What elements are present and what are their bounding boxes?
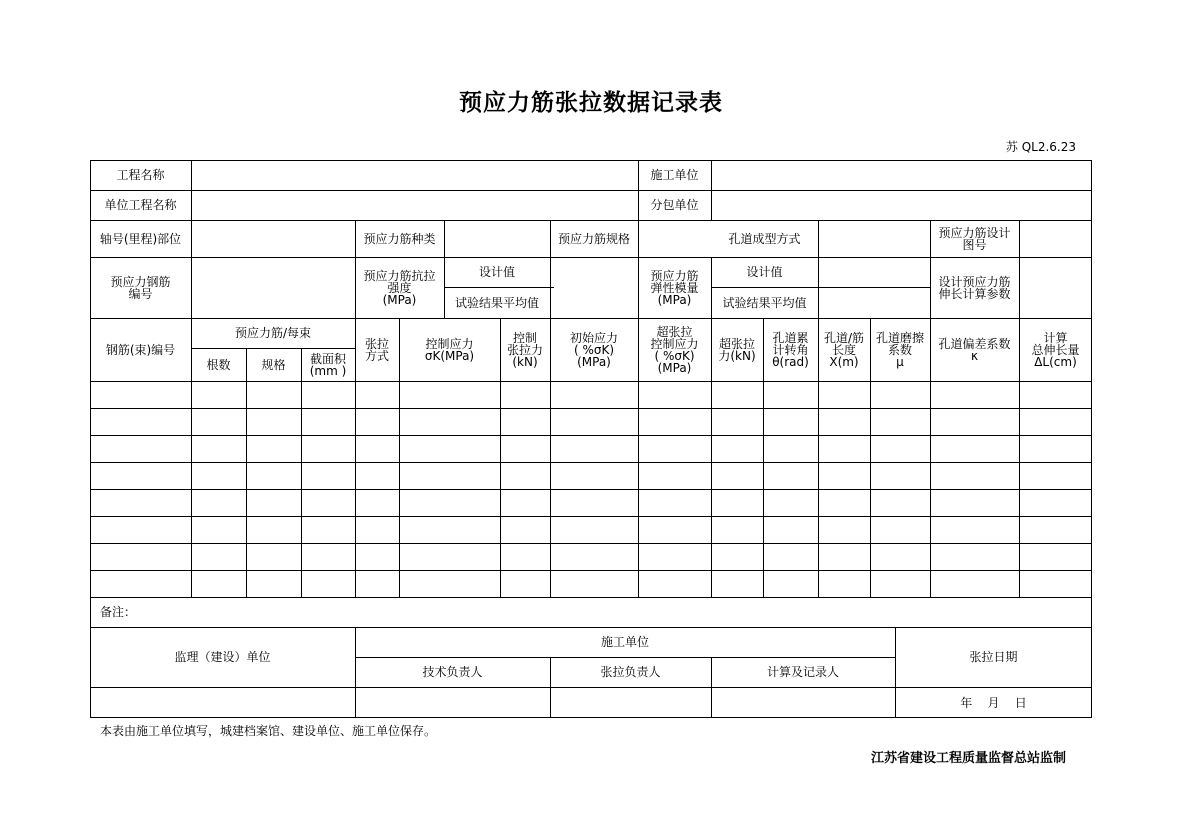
label-tendon-spec: 预应力筋规格 — [557, 231, 630, 246]
rule-line — [90, 597, 1092, 598]
tension-date-label: 张拉日期 — [969, 650, 1018, 664]
col-friction-coef: 孔道磨擦 系数 μ — [875, 330, 924, 369]
issuer: 江苏省建设工程质量监督总站监制 — [870, 751, 1066, 766]
label-tendon-number: 预应力钢筋 编号 — [110, 274, 171, 301]
label-tendon-type: 预应力筋种类 — [363, 231, 436, 246]
col-cum-angle: 孔道累 计转角 θ(rad) — [772, 330, 809, 369]
col-spec: 规格 — [261, 357, 286, 372]
tension-lead-label: 张拉负责人 — [600, 665, 661, 679]
label-construction-unit: 施工单位 — [650, 168, 699, 182]
label-elastic-modulus: 预应力筋 弹性模量 (MPa) — [650, 268, 699, 307]
form-code: 苏 QL2.6.23 — [1005, 140, 1076, 154]
label-design-value: 设计值 — [478, 265, 515, 279]
date-format: 年 月 日 — [960, 695, 1027, 710]
col-deviation-coef: 孔道偏差系数 κ — [938, 336, 1011, 363]
col-over-force: 超张拉 力(kN) — [718, 336, 756, 363]
recorder-label: 计算及记录人 — [766, 665, 839, 679]
col-tension-method: 张拉 方式 — [364, 336, 389, 363]
col-area: 截面积 (mm ) — [309, 351, 347, 378]
duct-method-field[interactable] — [818, 220, 930, 257]
rule-line — [90, 408, 1092, 409]
col-calc-elongation: 计算 总伸长量 ΔL(cm) — [1031, 330, 1080, 369]
rule-line — [301, 348, 302, 597]
rule-line — [90, 381, 1092, 382]
col-per-bundle: 预应力筋/每束 — [234, 326, 312, 340]
construction-unit-field[interactable] — [711, 160, 1092, 190]
label-tendon-design-drawing: 预应力筋设计 图号 — [938, 225, 1011, 252]
label-unit-project-name: 单位工程名称 — [104, 198, 177, 212]
tension-lead-signature-field[interactable] — [550, 687, 711, 718]
label-test-avg: 试验结果平均值 — [722, 295, 807, 310]
tendon-number-field[interactable] — [191, 257, 355, 318]
page-title: 预应力筋张拉数据记录表 — [459, 90, 723, 116]
rule-line — [246, 348, 247, 597]
rule-line — [90, 435, 1092, 436]
tendon-spec-field[interactable] — [638, 220, 711, 257]
label-subcontract-unit: 分包单位 — [650, 198, 699, 212]
project-name-field[interactable] — [191, 160, 638, 190]
rule-line — [90, 489, 1092, 490]
label-duct-method: 孔道成型方式 — [728, 231, 801, 246]
recorder-signature-field[interactable] — [711, 687, 895, 718]
label-design-value: 设计值 — [746, 265, 783, 279]
rule-line — [90, 462, 1092, 463]
signature-construction-unit: 施工单位 — [600, 635, 649, 649]
supervision-signature-field[interactable] — [90, 687, 355, 718]
elongation-params-field[interactable] — [1019, 257, 1092, 318]
tech-lead-signature-field[interactable] — [355, 687, 550, 718]
rule-line — [90, 516, 1092, 517]
footnote: 本表由施工单位填写，城建档案馆、建设单位、施工单位保存。 — [100, 724, 437, 738]
tendon-type-field[interactable] — [444, 220, 550, 257]
label-tensile-strength: 预应力筋抗拉 强度 (MPa) — [363, 268, 436, 307]
col-initial-stress: 初始应力 ( %σK) (MPa) — [569, 330, 618, 369]
label-project-name: 工程名称 — [116, 168, 165, 182]
col-bundle-no: 钢筋(束)编号 — [105, 342, 176, 357]
label-elongation-params: 设计预应力筋 伸长计算参数 — [938, 274, 1011, 301]
label-axis-location: 轴号(里程)部位 — [99, 231, 182, 246]
tendon-design-drawing-field[interactable] — [1019, 220, 1092, 257]
rule-line — [90, 570, 1092, 571]
axis-location-field[interactable] — [191, 220, 355, 257]
col-control-stress: 控制应力 σK(MPa) — [424, 336, 475, 363]
col-over-stress: 超张拉 控制应力 ( %σK) (MPa) — [650, 324, 699, 375]
subcontract-unit-field[interactable] — [711, 190, 1092, 220]
col-duct-length: 孔道/筋 长度 X(m) — [823, 330, 865, 369]
col-count: 根数 — [206, 357, 231, 372]
label-test-avg: 试验结果平均值 — [454, 295, 539, 310]
remarks-label: 备注： — [100, 605, 137, 619]
tech-lead-label: 技术负责人 — [422, 665, 483, 679]
col-control-force: 控制 张拉力 (kN) — [506, 330, 543, 369]
modulus-test-field[interactable] — [818, 287, 930, 318]
modulus-design-field[interactable] — [818, 257, 930, 287]
tensile-design-field[interactable] — [550, 257, 638, 287]
tensile-test-field[interactable] — [550, 287, 638, 318]
rule-line — [90, 543, 1092, 544]
unit-project-name-field[interactable] — [191, 190, 638, 220]
supervision-unit-label: 监理（建设）单位 — [174, 650, 271, 664]
